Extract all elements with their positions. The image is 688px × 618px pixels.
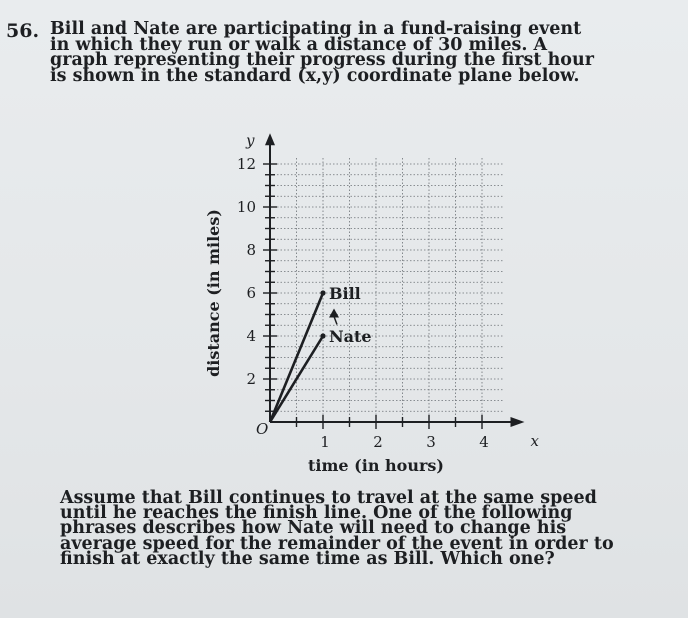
origin-label: O [256, 420, 269, 438]
x-tick-label: 1 [320, 433, 330, 451]
prompt-line: finish at exactly the same time as Bill. Which one? [60, 548, 555, 569]
y-tick-label: 8 [246, 241, 256, 259]
prompt-line: phrases describes how Nate will need to change his [60, 518, 567, 539]
x-tick-label: 2 [373, 433, 383, 451]
intro-line: graph representing their progress during the first hour [50, 50, 594, 70]
series-point-nate [320, 333, 325, 338]
y-axis-title: distance (in miles) [204, 209, 223, 377]
pointer-arrow-stem [334, 317, 337, 325]
x-axis-letter: x [530, 432, 539, 450]
intro-line: is shown in the standard (x,y) coordinate plane below. [50, 65, 580, 86]
x-axis-title: time (in hours) [308, 456, 444, 475]
x-axis-arrow-icon [511, 417, 525, 427]
y-tick-label: 10 [236, 198, 256, 216]
pointer-arrow-icon [329, 309, 339, 318]
y-tick-label: 12 [236, 155, 256, 173]
question-number: 56. [6, 20, 40, 42]
prompt-line: average speed for the remainder of the event in order to [60, 533, 614, 554]
prompt-line: until he reaches the finish line. One of the following [60, 503, 573, 524]
question-prompt [60, 488, 614, 569]
y-axis-letter: y [246, 131, 255, 150]
intro-line: Bill and Nate are participating in a fund-raising event [50, 19, 582, 39]
prompt-line: Assume that Bill continues to travel at the same speed [60, 488, 597, 508]
series-label-bill: Bill [329, 284, 361, 303]
series-label-nate: Nate [329, 327, 372, 346]
y-axis-arrow-icon [265, 133, 275, 145]
y-tick-label: 2 [246, 370, 256, 388]
intro-line: in which they run or walk a distance of 30 miles. A [50, 34, 548, 55]
y-tick-label: 4 [246, 327, 256, 345]
x-tick-label: 3 [426, 433, 436, 451]
series-point-bill [320, 290, 325, 295]
y-tick-label: 6 [246, 284, 256, 302]
x-tick-label: 4 [479, 433, 489, 451]
